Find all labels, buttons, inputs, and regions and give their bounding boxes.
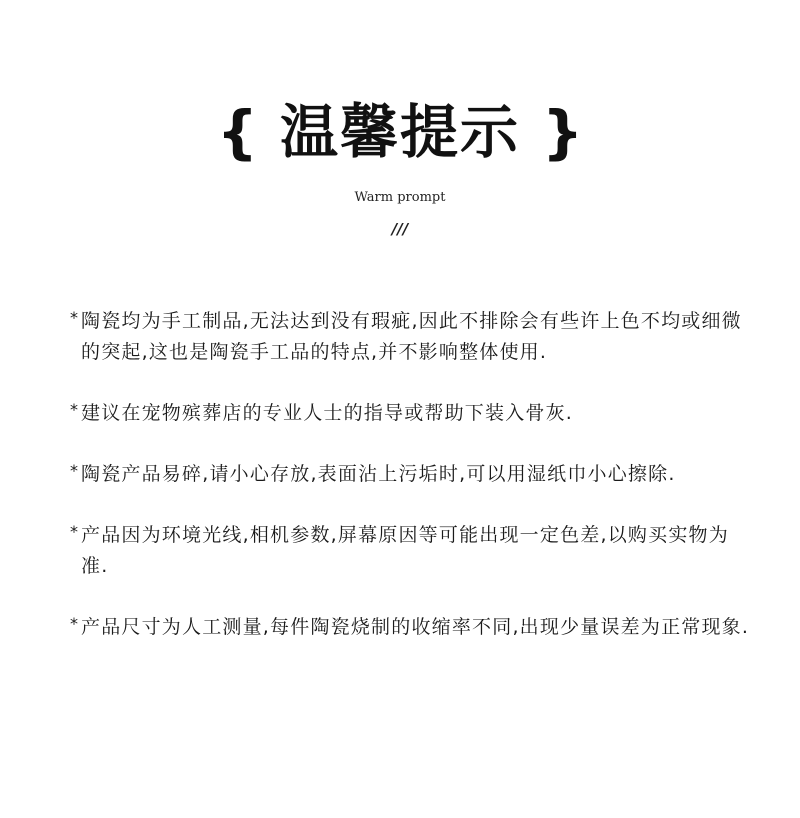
- note-text: 产品因为环境光线,相机参数,屏幕原因等可能出现一定色差,以购买实物为准.: [81, 524, 729, 577]
- asterisk-marker: *: [70, 461, 80, 480]
- note-item: [70, 398, 750, 429]
- slash-decoration: ///: [391, 220, 409, 238]
- notes-list: [70, 306, 750, 673]
- asterisk-marker: *: [70, 614, 80, 633]
- note-text: 陶瓷产品易碎,请小心存放,表面沾上污垢时,可以用湿纸巾小心擦除.: [81, 463, 676, 485]
- subtitle: Warm prompt: [354, 190, 446, 205]
- right-brace: }: [542, 98, 584, 166]
- note-item: [70, 459, 750, 490]
- note-text: 陶瓷均为手工制品,无法达到没有瑕疵,因此不排除会有些许上色不均或细微的突起,这也是陶瓷手工品的特点,并不影响整体使用.: [81, 310, 742, 363]
- note-text: 建议在宠物殡葬店的专业人士的指导或帮助下装入骨灰.: [81, 402, 574, 424]
- note-item: [70, 520, 750, 582]
- note-item: [70, 306, 750, 368]
- asterisk-marker: *: [70, 522, 80, 541]
- page-title: 温馨提示: [279, 98, 520, 166]
- header: [0, 92, 800, 172]
- left-brace: {: [216, 98, 258, 166]
- note-text: 产品尺寸为人工测量,每件陶瓷烧制的收缩率不同,出现少量误差为正常现象.: [81, 616, 750, 638]
- note-item: [70, 612, 750, 643]
- title-row: [217, 92, 584, 172]
- asterisk-marker: *: [70, 308, 80, 327]
- asterisk-marker: *: [70, 400, 80, 419]
